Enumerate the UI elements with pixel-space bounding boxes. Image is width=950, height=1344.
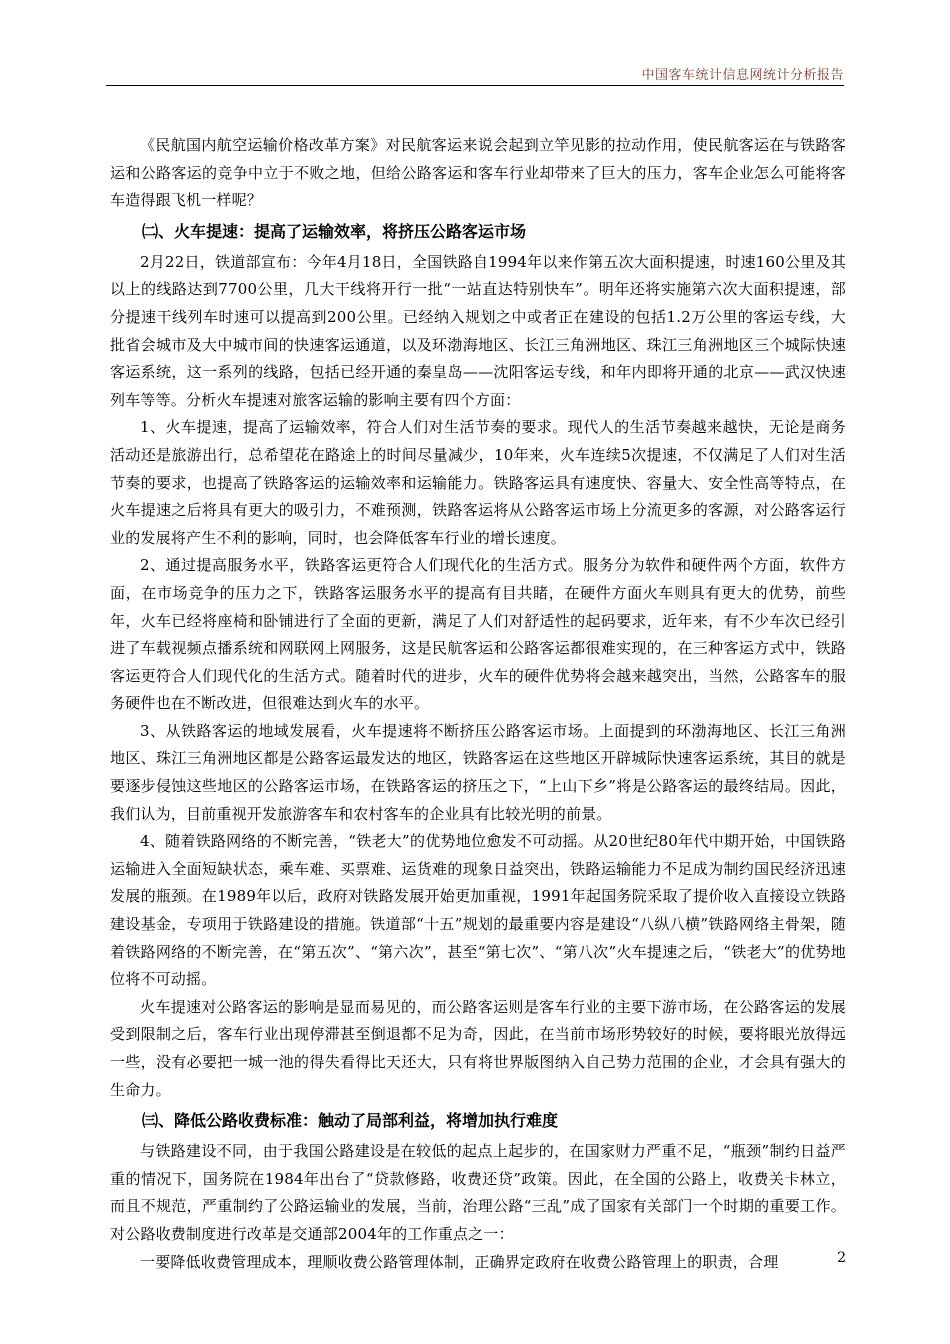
paragraph-speedup-announcement: 2月22日，铁道部宣布：今年4月18日，全国铁路自1994年以来作第五次大面积提速，时速160公里及其以上的线路达到7700公里，几大干线将开行一批“一站直达特别快车”。明年还将实施第六次大面积提速，部分提速干线列车时速可以提高到200公里。已经纳入规划之中或者正在建设的包括1.2万公里的客运专线，大批省会城市及大中城市间的快速客运通道，以及环渤海地区、长江三角洲地区、珠江三角洲地区三个城际快速客运系统，这一系列的线路，包括已经开通的秦皇岛——沈阳客运专线，和年内即将开通的北京——武汉快速列车等等。分析火车提速对旅客运输的影响主要有四个方面： — [110, 252, 846, 409]
paragraph-point-2-service: 2、通过提高服务水平，铁路客运更符合人们现代化的生活方式。服务分为软件和硬件两个方面，软件方面，在市场竞争的压力之下，铁路客运服务水平的提高有目共睹，在硬件方面火车则具有更大的优势，前些年，火车已经将座椅和卧铺进行了全面的更新，满足了人们对舒适性的起码要求，近年来，有不少车次已经引进了车载视频点播系统和网联网上网服务，这是民航客运和公路客运都很难实现的，在三种客运方式中，铁路客运更符合人们现代化的生活方式。随着时代的进步，火车的硬件优势将会越来越突出，当然，公路客车的服务硬件也在不断改进，但很难达到火车的水平。 — [110, 556, 846, 713]
paragraph-aviation-pricing: 《民航国内航空运输价格改革方案》对民航客运来说会起到立竿见影的拉动作用，使民航客运在与铁路客运和公路客运的竞争中立于不败之地，但给公路客运和客车行业却带来了巨大的压力，客车企业怎么可能将客车造得跟飞机一样呢？ — [110, 136, 846, 210]
paragraph-speedup-conclusion: 火车提速对公路客运的影响是显而易见的，而公路客运则是客车行业的主要下游市场，在公路客运的发展受到限制之后，客车行业出现停滞甚至倒退都不足为奇，因此，在当前市场形势较好的时候，要将眼光放得远一些，没有必要把一城一池的得失看得比天还大，只有将世界版图纳入自己势力范围的企业，才会具有强大的生命力。 — [110, 997, 846, 1099]
paragraph-toll-background: 与铁路建设不同，由于我国公路建设是在较低的起点上起步的，在国家财力严重不足，“瓶颈”制约日益严重的情况下，国务院在1984年出台了“贷款修路，收费还贷”政策。因此，在全国的公路上，收费关卡林立，而且不规范，严重制约了公路运输业的发展，当前，治理公路“三乱”成了国家有关部门一个时期的重要工作。对公路收费制度进行改革是交通部2004年的工作重点之一： — [110, 1142, 846, 1243]
paragraph-point-3-regional: 3、从铁路客运的地域发展看，火车提速将不断挤压公路客运市场。上面提到的环渤海地区、长江三角洲地区、珠江三角洲地区都是公路客运最发达的地区，铁路客运在这些地区开辟城际快速客运系统，其目的就是要逐步侵蚀这些地区的公路客运市场，在铁路客运的挤压之下，“上山下乡”将是公路客运的最终结局。因此，我们认为，目前重视开发旅游客车和农村客车的企业具有比较光明的前景。 — [110, 721, 846, 823]
header-divider — [106, 85, 844, 86]
section-heading-train-speedup: ㈡、火车提速：提高了运输效率，将挤压公路客运市场 — [142, 221, 527, 241]
header-title: 中国客车统计信息网统计分析报告 — [641, 68, 844, 83]
paragraph-point-4-network: 4、随着铁路网络的不断完善，“铁老大”的优势地位愈发不可动摇。从20世纪80年代中期开始，中国铁路运输进入全面短缺状态，乘车难、买票难、运货难的现象日益突出，铁路运输能力不足成为制约国民经济迅速发展的瓶颈。在1989年以后，政府对铁路发展开始更加重视，1991年起国务院采取了提价收入直接设立铁路建设基金，专项用于铁路建设的措施。铁道部“十五”规划的最重要内容是建设“八纵八横”铁路网络主骨架，随着铁路网络的不断完善，在“第五次”、“第六次”，甚至“第七次”、“第八次”火车提速之后，“铁老大”的优势地位将不可动摇。 — [110, 832, 846, 989]
section-heading-toll-reduction: ㈢、降低公路收费标准：触动了局部利益，将增加执行难度 — [142, 1111, 559, 1131]
paragraph-toll-measures: 一要降低收费管理成本，理顺收费公路管理体制，正确界定政府在收费公路管理上的职责，合理 — [140, 1252, 779, 1271]
paragraph-point-1-efficiency: 1、火车提速，提高了运输效率，符合人们对生活节奏的要求。现代人的生活节奏越来越快，无论是商务活动还是旅游出行，总希望花在路途上的时间尽量减少，10年来，火车连续5次提速，不仅满足了人们对生活节奏的要求，也提高了铁路客运的运输效率和运输能力。铁路客运具有速度快、容量大、安全性高等特点，在火车提速之后将具有更大的吸引力，不难预测，铁路客运将从公路客运市场上分流更多的客源，对公路客运行业的发展将产生不利的影响，同时，也会降低客车行业的增长速度。 — [110, 418, 846, 547]
document-body — [110, 132, 846, 1276]
page-number: 2 — [837, 1250, 846, 1266]
